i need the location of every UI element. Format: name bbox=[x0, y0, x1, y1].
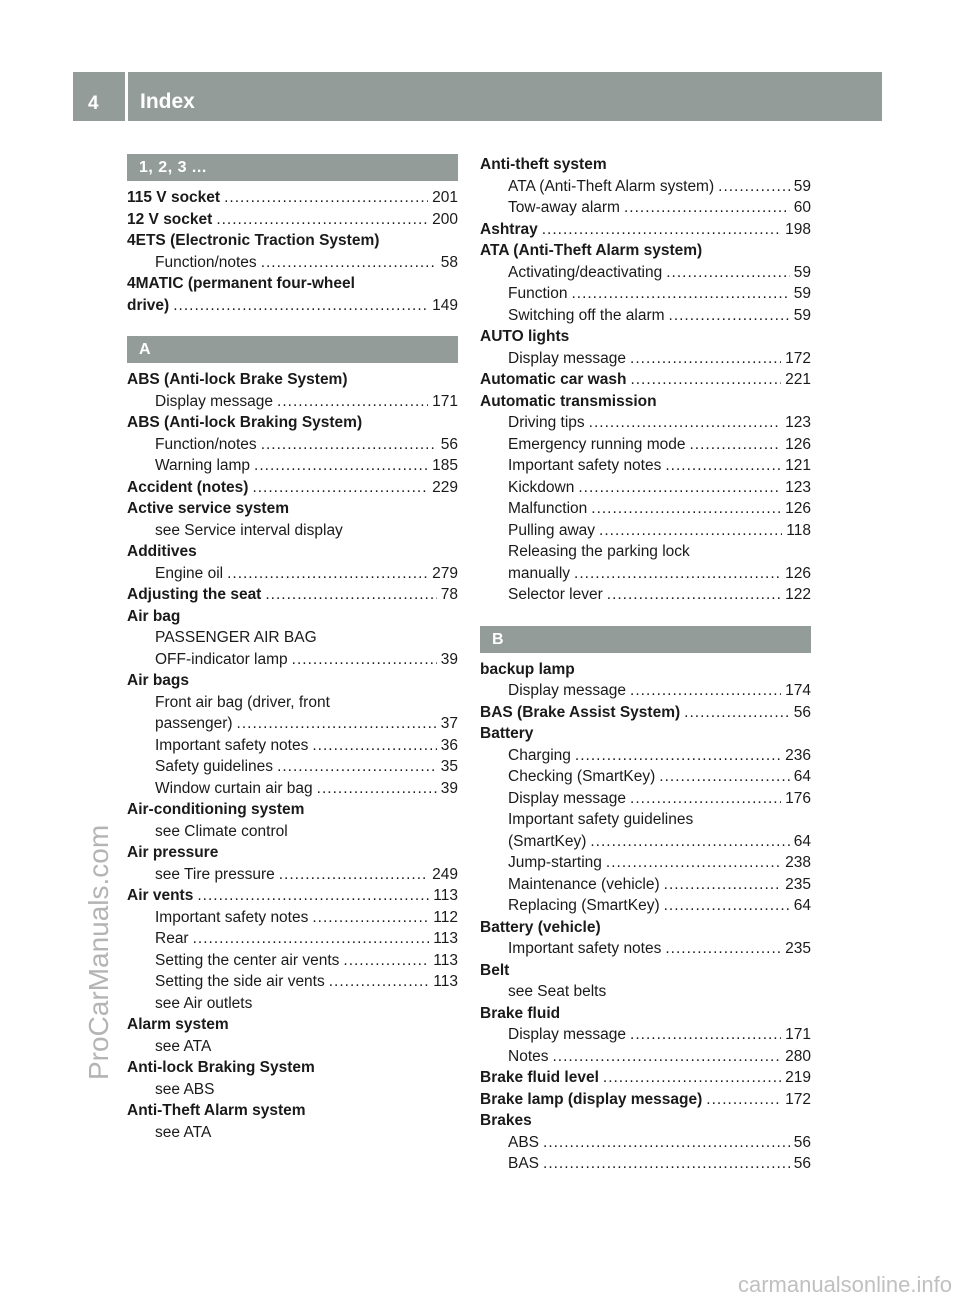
entry-label: Engine oil bbox=[155, 564, 224, 582]
entry-label: Air vents bbox=[127, 887, 194, 904]
entry-label: Pulling away bbox=[508, 521, 596, 539]
entry-label: Important safety notes bbox=[155, 908, 309, 926]
dot-leader bbox=[665, 938, 781, 960]
index-subentry bbox=[480, 498, 811, 520]
index-subentry bbox=[480, 1046, 811, 1068]
section-heading: B bbox=[480, 626, 811, 653]
entry-label: Display message bbox=[155, 392, 274, 410]
section-heading: 1, 2, 3 ... bbox=[127, 154, 458, 181]
index-subentry bbox=[127, 713, 458, 735]
index-subentry bbox=[480, 938, 811, 960]
entry-label: Air-conditioning system bbox=[127, 801, 305, 818]
dot-leader bbox=[575, 745, 781, 767]
entry-page: 59 bbox=[793, 263, 811, 281]
section-heading: A bbox=[127, 336, 458, 363]
entry-label: Activating/deactivating bbox=[508, 263, 663, 281]
entry-page: 60 bbox=[793, 199, 811, 216]
entry-label: BAS (Brake Assist System) bbox=[480, 703, 681, 721]
entry-page: 121 bbox=[785, 457, 811, 474]
dot-leader bbox=[669, 305, 790, 327]
entry-label: Notes bbox=[508, 1047, 549, 1065]
index-subentry bbox=[480, 455, 811, 477]
entry-page: 280 bbox=[785, 1047, 811, 1065]
dot-leader bbox=[664, 874, 781, 896]
entry-label: Replacing (SmartKey) bbox=[508, 897, 660, 914]
index-subentry bbox=[480, 831, 811, 853]
entry-page: 123 bbox=[785, 414, 811, 431]
side-watermark: ProCarManuals.com bbox=[83, 824, 114, 1080]
entry-label: Battery bbox=[480, 725, 534, 742]
entry-label: Important safety notes bbox=[155, 736, 309, 754]
entry-page: 35 bbox=[440, 758, 458, 775]
dot-leader bbox=[543, 1132, 790, 1154]
entry-label: Window curtain air bag bbox=[155, 779, 313, 797]
dot-leader bbox=[224, 187, 428, 209]
entry-label: Front air bag (driver, front bbox=[155, 693, 330, 711]
entry-label: Air bag bbox=[127, 607, 181, 625]
entry-label: Adjusting the seat bbox=[127, 586, 262, 603]
dot-leader bbox=[591, 498, 781, 520]
dot-leader bbox=[630, 788, 781, 810]
dot-leader bbox=[607, 584, 781, 606]
entry-page: 238 bbox=[785, 854, 811, 871]
index-entry bbox=[480, 240, 811, 262]
dot-leader bbox=[252, 477, 428, 499]
index-subentry bbox=[480, 895, 811, 917]
entry-page: 113 bbox=[433, 930, 458, 947]
dot-leader bbox=[684, 702, 790, 724]
index-subentry bbox=[127, 735, 458, 757]
index-entry bbox=[127, 369, 458, 391]
entry-label: Malfunction bbox=[508, 500, 588, 517]
entry-label: 4ETS (Electronic Traction System) bbox=[127, 232, 380, 249]
dot-leader bbox=[543, 1153, 790, 1175]
dot-leader bbox=[277, 391, 428, 413]
entry-label: Driving tips bbox=[508, 414, 585, 431]
index-subentry bbox=[480, 852, 811, 874]
header-divider bbox=[125, 72, 128, 121]
entry-label: manually bbox=[508, 564, 571, 582]
entry-page: 56 bbox=[793, 703, 811, 721]
index-subentry bbox=[127, 455, 458, 477]
index-entry bbox=[127, 498, 458, 520]
entry-label: Warning lamp bbox=[155, 457, 251, 474]
entry-label: Safety guidelines bbox=[155, 758, 274, 775]
dot-leader bbox=[279, 864, 428, 886]
entry-page: 229 bbox=[432, 478, 458, 496]
index-entry bbox=[127, 230, 458, 252]
index-subentry bbox=[127, 391, 458, 413]
entry-label: Belt bbox=[480, 961, 510, 979]
entry-page: 39 bbox=[440, 650, 458, 668]
dot-leader bbox=[630, 369, 781, 391]
dot-leader bbox=[261, 252, 437, 274]
index-subentry bbox=[127, 928, 458, 950]
dot-leader bbox=[227, 563, 428, 585]
entry-label: see Service interval display bbox=[155, 521, 343, 539]
entry-page: 113 bbox=[433, 887, 458, 904]
index-subentry bbox=[480, 563, 811, 585]
index-subentry bbox=[480, 477, 811, 499]
entry-label: Display message bbox=[508, 349, 627, 367]
dot-leader bbox=[606, 852, 781, 874]
entry-label: Important safety notes bbox=[508, 457, 662, 474]
index-entry bbox=[127, 885, 458, 907]
dot-leader bbox=[254, 455, 428, 477]
index-subentry bbox=[480, 434, 811, 456]
entry-label: (SmartKey) bbox=[508, 832, 587, 850]
index-subentry bbox=[480, 520, 811, 542]
dot-leader bbox=[624, 197, 790, 219]
index-entry bbox=[127, 187, 458, 209]
dot-leader bbox=[599, 520, 782, 542]
index-subentry bbox=[127, 864, 458, 886]
entry-label: OFF-indicator lamp bbox=[155, 650, 288, 668]
index-entry bbox=[127, 541, 458, 563]
index-subentry bbox=[480, 809, 811, 831]
index-subentry bbox=[127, 971, 458, 993]
entry-page: 123 bbox=[785, 478, 811, 496]
entry-page: 279 bbox=[432, 564, 458, 582]
entry-label: Kickdown bbox=[508, 478, 575, 496]
entry-label: Automatic transmission bbox=[480, 392, 657, 410]
entry-label: Ashtray bbox=[480, 220, 538, 238]
index-entry bbox=[480, 723, 811, 745]
index-entry bbox=[480, 659, 811, 681]
dot-leader bbox=[317, 778, 437, 800]
entry-page: 64 bbox=[793, 768, 811, 785]
entry-page: 172 bbox=[785, 1090, 811, 1108]
entry-label: Air pressure bbox=[127, 844, 219, 861]
entry-page: 172 bbox=[785, 349, 811, 367]
index-subentry bbox=[480, 1024, 811, 1046]
index-subentry bbox=[127, 627, 458, 649]
dot-leader bbox=[216, 209, 428, 231]
index-entry bbox=[480, 1110, 811, 1132]
dot-leader bbox=[277, 756, 437, 778]
entry-page: 59 bbox=[793, 306, 811, 324]
index-subentry bbox=[127, 756, 458, 778]
entry-label: drive) bbox=[127, 296, 170, 314]
entry-label: Function bbox=[508, 285, 568, 302]
index-entry bbox=[127, 295, 458, 317]
dot-leader bbox=[666, 262, 790, 284]
entry-label: ATA (Anti-Theft Alarm system) bbox=[508, 177, 715, 195]
index-subentry bbox=[127, 1122, 458, 1144]
entry-page: 149 bbox=[432, 296, 458, 314]
entry-page: 122 bbox=[785, 586, 811, 603]
entry-label: ATA (Anti-Theft Alarm system) bbox=[480, 242, 703, 259]
index-subentry bbox=[480, 283, 811, 305]
dot-leader bbox=[343, 950, 429, 972]
dot-leader bbox=[237, 713, 437, 735]
page-number: 4 bbox=[88, 93, 99, 114]
entry-label: Additives bbox=[127, 543, 197, 560]
entry-page: 118 bbox=[786, 521, 811, 539]
index-entry bbox=[127, 1100, 458, 1122]
index-subentry bbox=[127, 520, 458, 542]
entry-page: 249 bbox=[432, 865, 458, 883]
entry-label: Brake lamp (display message) bbox=[480, 1090, 703, 1108]
index-entry bbox=[127, 584, 458, 606]
entry-label: PASSENGER AIR BAG bbox=[155, 629, 317, 646]
entry-label: Anti-Theft Alarm system bbox=[127, 1102, 306, 1119]
dot-leader bbox=[665, 455, 781, 477]
dot-leader bbox=[706, 1089, 781, 1111]
index-subentry bbox=[127, 692, 458, 714]
dot-leader bbox=[664, 895, 790, 917]
entry-page: 59 bbox=[793, 177, 811, 195]
index-entry bbox=[480, 960, 811, 982]
entry-label: Setting the center air vents bbox=[155, 951, 340, 969]
dot-leader bbox=[292, 649, 437, 671]
entry-page: 171 bbox=[432, 392, 458, 410]
entry-label: see Air outlets bbox=[155, 994, 253, 1012]
entry-label: see Climate control bbox=[155, 822, 288, 840]
index-subentry bbox=[127, 950, 458, 972]
dot-leader bbox=[630, 348, 781, 370]
entry-label: 4MATIC (permanent four-wheel bbox=[127, 275, 355, 292]
entry-page: 39 bbox=[440, 779, 458, 797]
entry-label: see Seat belts bbox=[508, 983, 607, 1000]
entry-page: 171 bbox=[785, 1026, 811, 1043]
dot-leader bbox=[589, 412, 781, 434]
index-entry bbox=[480, 326, 811, 348]
entry-page: 185 bbox=[432, 457, 458, 474]
index-subentry bbox=[127, 434, 458, 456]
entry-label: Anti-lock Braking System bbox=[127, 1059, 315, 1076]
entry-page: 56 bbox=[440, 435, 458, 453]
entry-label: passenger) bbox=[155, 715, 233, 732]
index-subentry bbox=[480, 262, 811, 284]
entry-page: 236 bbox=[785, 746, 811, 764]
entry-page: 200 bbox=[432, 210, 458, 228]
entry-label: Releasing the parking lock bbox=[508, 543, 690, 560]
entry-label: see ATA bbox=[155, 1123, 212, 1141]
entry-label: Automatic car wash bbox=[480, 371, 627, 388]
entry-label: 115 V socket bbox=[127, 189, 221, 206]
entry-label: Brake fluid level bbox=[480, 1069, 599, 1086]
dot-leader bbox=[197, 885, 429, 907]
entry-page: 126 bbox=[785, 564, 811, 582]
entry-label: ABS (Anti-lock Braking System) bbox=[127, 414, 363, 431]
dot-leader bbox=[553, 1046, 782, 1068]
entry-label: Display message bbox=[508, 1026, 627, 1043]
entry-label: Battery (vehicle) bbox=[480, 918, 601, 936]
entry-label: Accident (notes) bbox=[127, 478, 249, 496]
index-subentry bbox=[480, 1132, 811, 1154]
entry-page: 56 bbox=[793, 1155, 811, 1172]
entry-page: 221 bbox=[785, 371, 811, 388]
entry-label: Active service system bbox=[127, 500, 290, 517]
index-entry bbox=[127, 606, 458, 628]
entry-label: ABS (Anti-lock Brake System) bbox=[127, 371, 348, 388]
entry-label: AUTO lights bbox=[480, 328, 570, 345]
index-subentry bbox=[480, 788, 811, 810]
entry-label: Anti-theft system bbox=[480, 156, 607, 173]
entry-page: 176 bbox=[785, 789, 811, 807]
dot-leader bbox=[578, 477, 781, 499]
index-entry bbox=[480, 219, 811, 241]
entry-label: ABS bbox=[508, 1133, 540, 1151]
entry-label: see ABS bbox=[155, 1080, 215, 1098]
dot-leader bbox=[261, 434, 437, 456]
index-entry bbox=[480, 1003, 811, 1025]
entry-label: Setting the side air vents bbox=[155, 973, 325, 990]
entry-label: Maintenance (vehicle) bbox=[508, 875, 660, 893]
entry-label: Function/notes bbox=[155, 253, 257, 271]
entry-page: 112 bbox=[433, 908, 458, 926]
dot-leader bbox=[312, 735, 436, 757]
entry-label: see Tire pressure bbox=[155, 865, 275, 883]
dot-leader bbox=[173, 295, 428, 317]
entry-label: Display message bbox=[508, 682, 627, 699]
entry-label: Jump-starting bbox=[508, 854, 602, 871]
dot-leader bbox=[690, 434, 782, 456]
entry-label: Important safety notes bbox=[508, 940, 662, 957]
index-entry bbox=[127, 1057, 458, 1079]
dot-leader bbox=[630, 1024, 781, 1046]
entry-label: Alarm system bbox=[127, 1016, 229, 1033]
index-column-right bbox=[480, 154, 811, 1175]
entry-page: 64 bbox=[793, 897, 811, 914]
entry-page: 113 bbox=[433, 951, 458, 969]
entry-label: Switching off the alarm bbox=[508, 306, 665, 324]
entry-label: Brakes bbox=[480, 1112, 532, 1129]
index-subentry bbox=[480, 348, 811, 370]
entry-page: 78 bbox=[440, 586, 458, 603]
index-subentry bbox=[480, 412, 811, 434]
dot-leader bbox=[574, 563, 781, 585]
dot-leader bbox=[718, 176, 790, 198]
entry-label: BAS bbox=[508, 1155, 540, 1172]
index-entry bbox=[480, 154, 811, 176]
entry-label: Important safety guidelines bbox=[508, 811, 694, 828]
index-entry bbox=[127, 412, 458, 434]
entry-page: 36 bbox=[440, 736, 458, 754]
entry-page: 174 bbox=[785, 682, 811, 699]
entry-label: backup lamp bbox=[480, 660, 575, 678]
index-subentry bbox=[480, 766, 811, 788]
index-column-left bbox=[127, 154, 458, 1143]
entry-page: 59 bbox=[793, 285, 811, 302]
entry-label: Tow-away alarm bbox=[508, 199, 620, 216]
index-subentry bbox=[127, 821, 458, 843]
entry-page: 198 bbox=[785, 220, 811, 238]
entry-label: Rear bbox=[155, 930, 189, 947]
entry-page: 235 bbox=[785, 875, 811, 893]
index-entry bbox=[127, 670, 458, 692]
entry-label: Display message bbox=[508, 789, 627, 807]
entry-label: see ATA bbox=[155, 1037, 212, 1055]
index-entry bbox=[127, 273, 458, 295]
dot-leader bbox=[659, 766, 789, 788]
index-subentry bbox=[127, 252, 458, 274]
entry-page: 64 bbox=[793, 832, 811, 850]
index-entry bbox=[480, 391, 811, 413]
entry-page: 126 bbox=[785, 500, 811, 517]
index-subentry bbox=[480, 541, 811, 563]
index-subentry bbox=[480, 874, 811, 896]
index-subentry bbox=[127, 563, 458, 585]
index-entry bbox=[127, 209, 458, 231]
entry-page: 201 bbox=[432, 189, 458, 206]
entry-label: Checking (SmartKey) bbox=[508, 768, 656, 785]
index-subentry bbox=[127, 1079, 458, 1101]
entry-page: 113 bbox=[433, 973, 458, 990]
entry-page: 235 bbox=[785, 940, 811, 957]
entry-page: 58 bbox=[440, 253, 458, 271]
index-subentry bbox=[480, 197, 811, 219]
index-subentry bbox=[480, 584, 811, 606]
index-subentry bbox=[127, 649, 458, 671]
entry-label: Function/notes bbox=[155, 435, 257, 453]
entry-label: Charging bbox=[508, 746, 571, 764]
index-subentry bbox=[480, 1153, 811, 1175]
dot-leader bbox=[603, 1067, 781, 1089]
dot-leader bbox=[542, 219, 781, 241]
entry-label: Air bags bbox=[127, 672, 190, 689]
page-title: Index bbox=[140, 90, 195, 113]
entry-label: Selector lever bbox=[508, 586, 603, 603]
index-subentry bbox=[480, 680, 811, 702]
entry-page: 37 bbox=[440, 715, 458, 732]
index-subentry bbox=[127, 1036, 458, 1058]
dot-leader bbox=[312, 907, 429, 929]
entry-page: 56 bbox=[793, 1133, 811, 1151]
index-subentry bbox=[127, 993, 458, 1015]
index-subentry bbox=[480, 981, 811, 1003]
dot-leader bbox=[329, 971, 430, 993]
index-entry bbox=[480, 702, 811, 724]
index-entry bbox=[127, 842, 458, 864]
index-entry bbox=[480, 1089, 811, 1111]
dot-leader bbox=[590, 831, 789, 853]
index-subentry bbox=[127, 907, 458, 929]
entry-label: Brake fluid bbox=[480, 1004, 561, 1022]
dot-leader bbox=[630, 680, 781, 702]
index-entry bbox=[127, 477, 458, 499]
dot-leader bbox=[193, 928, 430, 950]
index-subentry bbox=[480, 305, 811, 327]
index-subentry bbox=[480, 176, 811, 198]
entry-label: Emergency running mode bbox=[508, 435, 686, 453]
entry-page: 126 bbox=[785, 435, 811, 453]
index-entry bbox=[480, 369, 811, 391]
footer-watermark: carmanualsonline.info bbox=[737, 1272, 952, 1297]
dot-leader bbox=[571, 283, 789, 305]
index-entry bbox=[127, 1014, 458, 1036]
index-subentry bbox=[480, 745, 811, 767]
index-subentry bbox=[127, 778, 458, 800]
index-entry bbox=[480, 1067, 811, 1089]
index-entry bbox=[480, 917, 811, 939]
entry-label: 12 V socket bbox=[127, 210, 213, 228]
index-entry bbox=[127, 799, 458, 821]
entry-page: 219 bbox=[785, 1069, 811, 1086]
dot-leader bbox=[265, 584, 436, 606]
